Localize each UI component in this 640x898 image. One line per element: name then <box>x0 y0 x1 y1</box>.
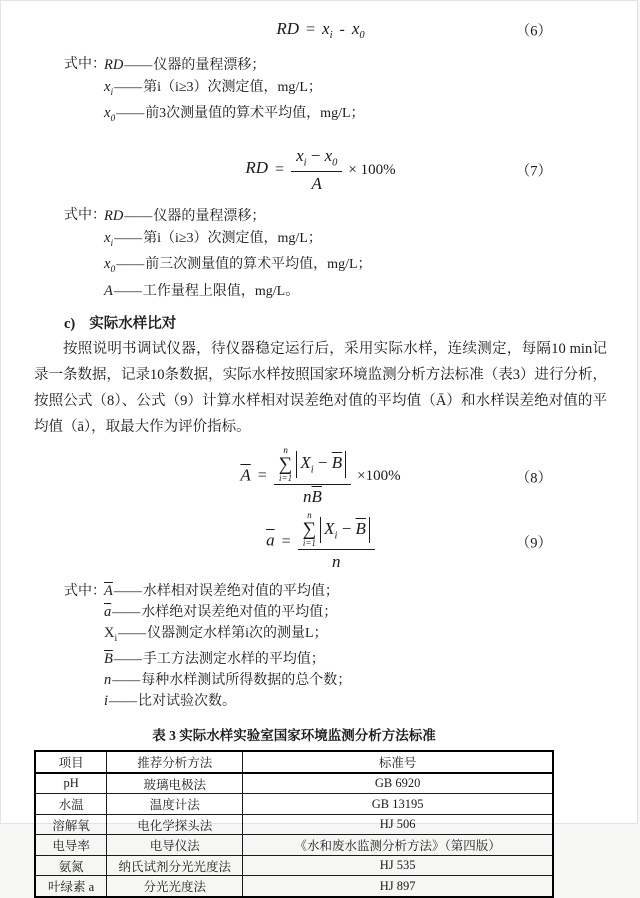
def-text: 第i（i≥3）次测定值，mg/L； <box>143 79 322 95</box>
definition-line <box>34 281 607 303</box>
defs-label: 式中： <box>64 57 106 73</box>
defs-label: 式中： <box>64 583 106 599</box>
formula-9 <box>34 511 607 572</box>
def-dash: —— <box>116 106 145 122</box>
formula-7-lhs: RD <box>245 158 269 178</box>
fraction: $\frac{x_i - x_0}{A}$ <box>291 145 342 194</box>
definition-line <box>34 691 607 712</box>
def-dash: —— <box>113 652 142 668</box>
def-text: 水样相对误差绝对值的平均值； <box>142 583 339 599</box>
table-row <box>35 773 553 794</box>
def-symbol: n <box>104 672 112 689</box>
formula-6-term1-sub: i <box>329 30 333 42</box>
table-cell: HJ 506 <box>243 814 553 835</box>
equals-sign: = <box>306 21 316 38</box>
def-dash: —— <box>113 583 142 599</box>
table-cell: 电导率 <box>35 835 107 856</box>
table-cell: HJ 535 <box>243 855 553 876</box>
def-symbol: $x_i$ <box>104 229 114 249</box>
table-cell: 水温 <box>35 794 107 815</box>
def-text: 手工方法测定水样的平均值； <box>142 652 325 668</box>
def-text: 第i（i≥3）次测定值，mg/L； <box>143 230 322 246</box>
table-cell: pH <box>35 773 107 794</box>
formula-6 <box>34 19 607 41</box>
table-cell: HJ 897 <box>243 876 553 897</box>
def-symbol: $X_i$ <box>104 624 118 644</box>
def-symbol: i <box>104 693 109 710</box>
definition-line <box>34 649 607 670</box>
times-100: × 100% <box>348 161 396 178</box>
def-dash: —— <box>114 230 143 246</box>
def-dash: —— <box>113 283 142 299</box>
def-text: 前三次测量值的算术平均值，mg/L； <box>145 257 372 273</box>
minus-sign: - <box>339 21 345 38</box>
definition-line <box>34 55 607 77</box>
section-label: c) <box>64 316 76 333</box>
table-header-cell: 标准号 <box>243 751 553 773</box>
definition-line <box>34 77 607 103</box>
defs-label: 式中： <box>64 208 106 224</box>
table-cell: 溶解氧 <box>35 814 107 835</box>
table-header-cell: 项目 <box>35 751 107 773</box>
def-dash: —— <box>112 604 141 620</box>
table-cell: 叶绿素 a <box>35 876 107 897</box>
def-dash: —— <box>109 694 138 710</box>
def-text: 仪器的量程漂移； <box>153 209 266 225</box>
formula-8-lhs: $\overline{A}$ <box>240 465 251 485</box>
table-cell: 分光光度法 <box>107 876 243 897</box>
table-row <box>35 814 553 835</box>
sum-symbol: n ∑ i=1 <box>302 510 317 549</box>
def-text: 仪器测定水样第i次的测量L； <box>147 625 328 641</box>
table-row <box>35 794 553 815</box>
def-text: 水样绝对误差绝对值的平均值； <box>141 604 338 620</box>
def-text: 每种水样测试所得数据的总个数； <box>141 673 352 689</box>
def-dash: —— <box>118 625 147 641</box>
methods-table <box>34 750 554 898</box>
body-paragraph: 按照说明书调试仪器，待仪器稳定运行后，采用实际水样，连续测定，每隔10 min记录一条数据，记录10条数据，实际水样按照国家环境监测分析方法标准（表3）进行分析，按照公式（8）、公式（9）计算水样相对误差绝对值的平均值（Ā）和水样误差绝对值的平均值（ā），取最大作为评价指标。 <box>34 341 607 436</box>
formula-6-term2-sub: 0 <box>359 30 365 42</box>
table-cell: 纳氏试剂分光光度法 <box>107 855 243 876</box>
def-text: 前3次测量值的算术平均值，mg/L； <box>145 106 365 122</box>
table-row <box>35 855 553 876</box>
formula-6-lhs: RD <box>276 19 300 38</box>
def-symbol: RD <box>104 208 124 225</box>
def-text: 工作量程上限值，mg/L。 <box>142 283 300 299</box>
formula-7 <box>34 145 607 194</box>
formula-6-term2: x <box>351 19 360 38</box>
equals-sign: = <box>257 467 267 485</box>
def-symbol: $\overline{B}$ <box>104 651 113 668</box>
table-header-cell: 推荐分析方法 <box>107 751 243 773</box>
definition-line <box>34 602 607 623</box>
def-dash: —— <box>114 79 143 95</box>
fraction: n ∑ i=1 $X_i - \overline{B}$ $n\overline{B}$ <box>274 446 351 507</box>
equals-sign: = <box>281 532 291 550</box>
formula-9-number: （9） <box>515 535 552 552</box>
def-symbol: $x_0$ <box>104 105 116 124</box>
table-row <box>35 835 553 856</box>
table-row <box>35 876 553 897</box>
absolute-value: $X_i - \overline{B}$ <box>296 451 346 478</box>
table-caption: 表 3 实际水样实验室国家环境监测分析方法标准 <box>152 728 436 744</box>
def-dash: —— <box>124 209 153 225</box>
definition-line <box>34 228 607 254</box>
def-symbol: RD <box>104 57 124 74</box>
table-cell: GB 6920 <box>243 773 553 794</box>
table-cell: 《水和废水监测分析方法》（第四版） <box>243 835 553 856</box>
def-symbol: $x_0$ <box>104 256 116 276</box>
def-text: 比对试验次数。 <box>138 694 237 710</box>
def-dash: —— <box>112 673 141 689</box>
section-title: 实际水样比对 <box>89 316 177 333</box>
def-dash: —— <box>124 58 153 74</box>
absolute-value: $X_i - \overline{B}$ <box>320 517 370 544</box>
formula-6-number: （6） <box>515 23 552 40</box>
defs-block-formula7 <box>34 206 607 302</box>
formula-8 <box>34 446 607 507</box>
table-cell: 玻璃电极法 <box>107 773 243 794</box>
table-cell: 电导仪法 <box>107 835 243 856</box>
table-cell: 氨氮 <box>35 855 107 876</box>
fraction: n ∑ i=1 $X_i - \overline{B}$ n <box>298 511 375 572</box>
def-dash: —— <box>116 257 145 273</box>
table-cell: 电化学探头法 <box>107 814 243 835</box>
formula-7-number: （7） <box>515 163 552 180</box>
def-symbol: $x_i$ <box>104 78 114 98</box>
def-symbol: $\overline{A}$ <box>104 582 113 599</box>
section-heading <box>64 312 607 333</box>
sum-symbol: n ∑ i=1 <box>278 445 293 484</box>
def-text: 仪器的量程漂移； <box>153 58 266 74</box>
times-100: ×100% <box>357 468 401 485</box>
defs-block-formula89 <box>34 581 607 713</box>
definition-line <box>34 254 607 280</box>
table-cell: GB 13195 <box>243 794 553 815</box>
formula-9-lhs: $\overline{a}$ <box>266 530 275 550</box>
table-header-row <box>35 751 553 773</box>
definition-line <box>34 670 607 691</box>
equals-sign: = <box>275 160 285 178</box>
definition-line <box>34 623 607 650</box>
formula-6-term1: x <box>322 19 330 38</box>
def-symbol: A <box>104 282 113 299</box>
definition-line <box>34 206 607 228</box>
defs-block-formula6 <box>34 55 607 129</box>
def-symbol: $\overline{a}$ <box>104 603 112 620</box>
definition-line <box>34 103 607 129</box>
formula-8-number: （8） <box>515 470 552 487</box>
definition-line <box>34 581 607 602</box>
table-cell: 温度计法 <box>107 794 243 815</box>
